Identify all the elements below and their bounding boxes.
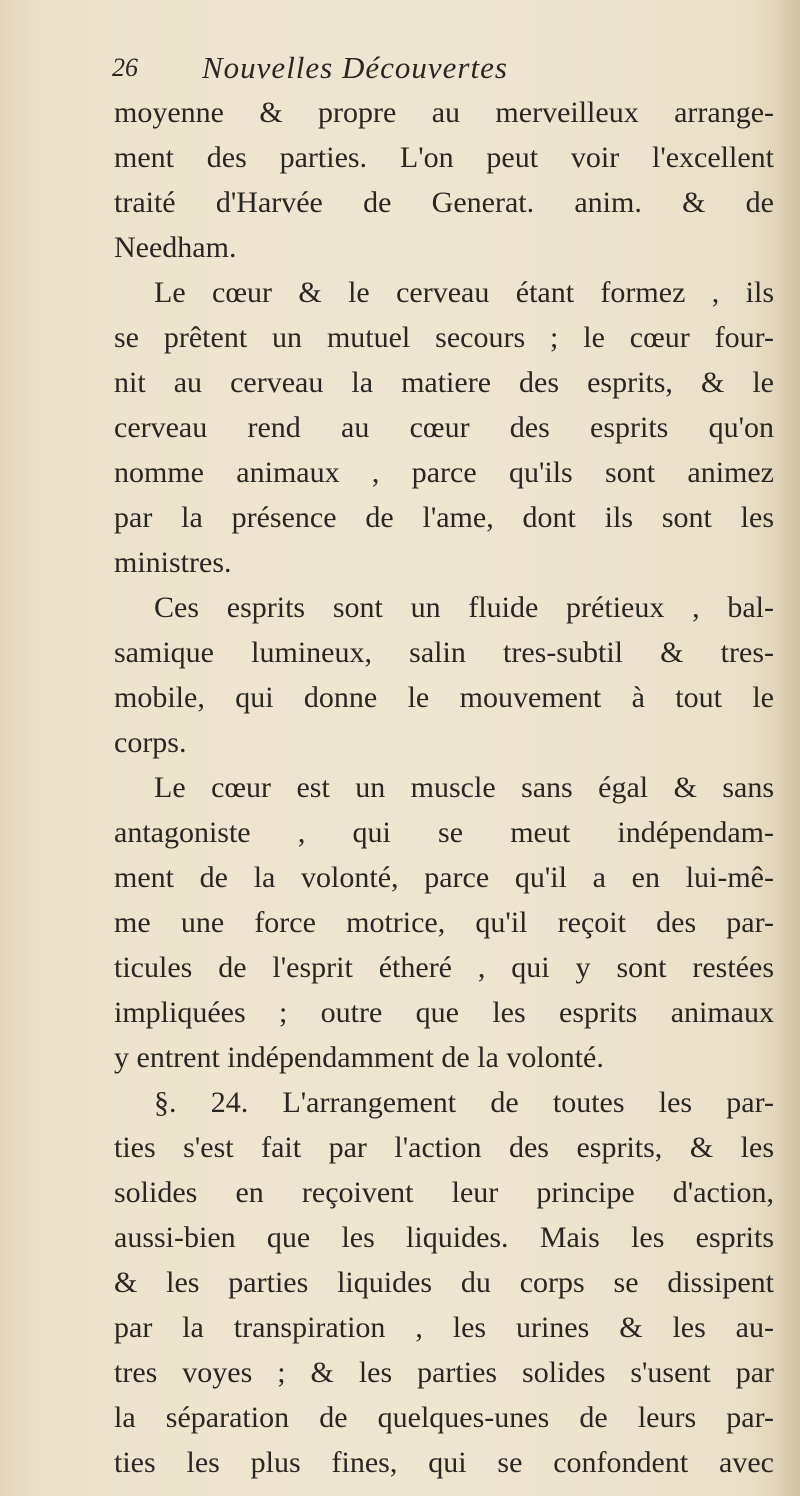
body-text: [114, 90, 774, 1485]
text-line: par la présence de l'ame, dont ils sont les: [114, 501, 774, 534]
text-line: y entrent indépendamment de la volonté.: [114, 1041, 604, 1074]
text-line: Ces esprits sont un fluide prétieux , bal-: [154, 591, 774, 624]
text-line: aussi-bien que les liquides. Mais les esprits: [114, 1221, 774, 1254]
text-line: ment de la volonté, parce qu'il a en lui-mê-: [114, 861, 774, 894]
text-line: cerveau rend au cœur des esprits qu'on: [114, 411, 774, 444]
text-line: antagoniste , qui se meut indépendam-: [114, 816, 774, 849]
text-line: me une force motrice, qu'il reçoit des par-: [114, 906, 774, 939]
text-line: tres voyes ; & les parties solides s'usent par: [114, 1356, 774, 1389]
running-title: Nouvelles Découvertes: [202, 50, 508, 85]
text-line: la séparation de quelques-unes de leurs par-: [114, 1401, 774, 1434]
running-head: [112, 46, 712, 90]
page-edge-shadow: [774, 0, 800, 1496]
text-line: ties s'est fait par l'action des esprits, & les: [114, 1131, 774, 1164]
text-line: nomme animaux , parce qu'ils sont animez: [114, 456, 774, 489]
text-line: Le cœur & le cerveau étant formez , ils: [154, 276, 774, 309]
text-line: ties les plus fines, qui se confondent avec: [114, 1446, 774, 1479]
text-line: nit au cerveau la matiere des esprits, & le: [114, 366, 774, 399]
text-line: §. 24. L'arrangement de toutes les par-: [154, 1086, 774, 1119]
text-line: ment des parties. L'on peut voir l'excellent: [114, 141, 774, 174]
text-line: corps.: [114, 726, 187, 759]
text-line: moyenne & propre au merveilleux arrange-: [114, 96, 774, 129]
text-line: se prêtent un mutuel secours ; le cœur four-: [114, 321, 774, 354]
page-number: 26: [112, 53, 138, 82]
text-line: impliquées ; outre que les esprits animaux: [114, 996, 774, 1029]
text-line: solides en reçoivent leur principe d'action,: [114, 1176, 774, 1209]
text-line: par la transpiration , les urines & les au-: [114, 1311, 774, 1344]
text-line: mobile, qui donne le mouvement à tout le: [114, 681, 774, 714]
text-line: Needham.: [114, 231, 237, 264]
text-line: & les parties liquides du corps se dissipent: [114, 1266, 774, 1299]
text-line: samique lumineux, salin tres-subtil & tres-: [114, 636, 774, 669]
text-line: Le cœur est un muscle sans égal & sans: [154, 771, 774, 804]
text-line: traité d'Harvée de Generat. anim. & de: [114, 186, 774, 219]
text-line: ticules de l'esprit étheré , qui y sont restées: [114, 951, 774, 984]
text-line: ministres.: [114, 546, 232, 579]
